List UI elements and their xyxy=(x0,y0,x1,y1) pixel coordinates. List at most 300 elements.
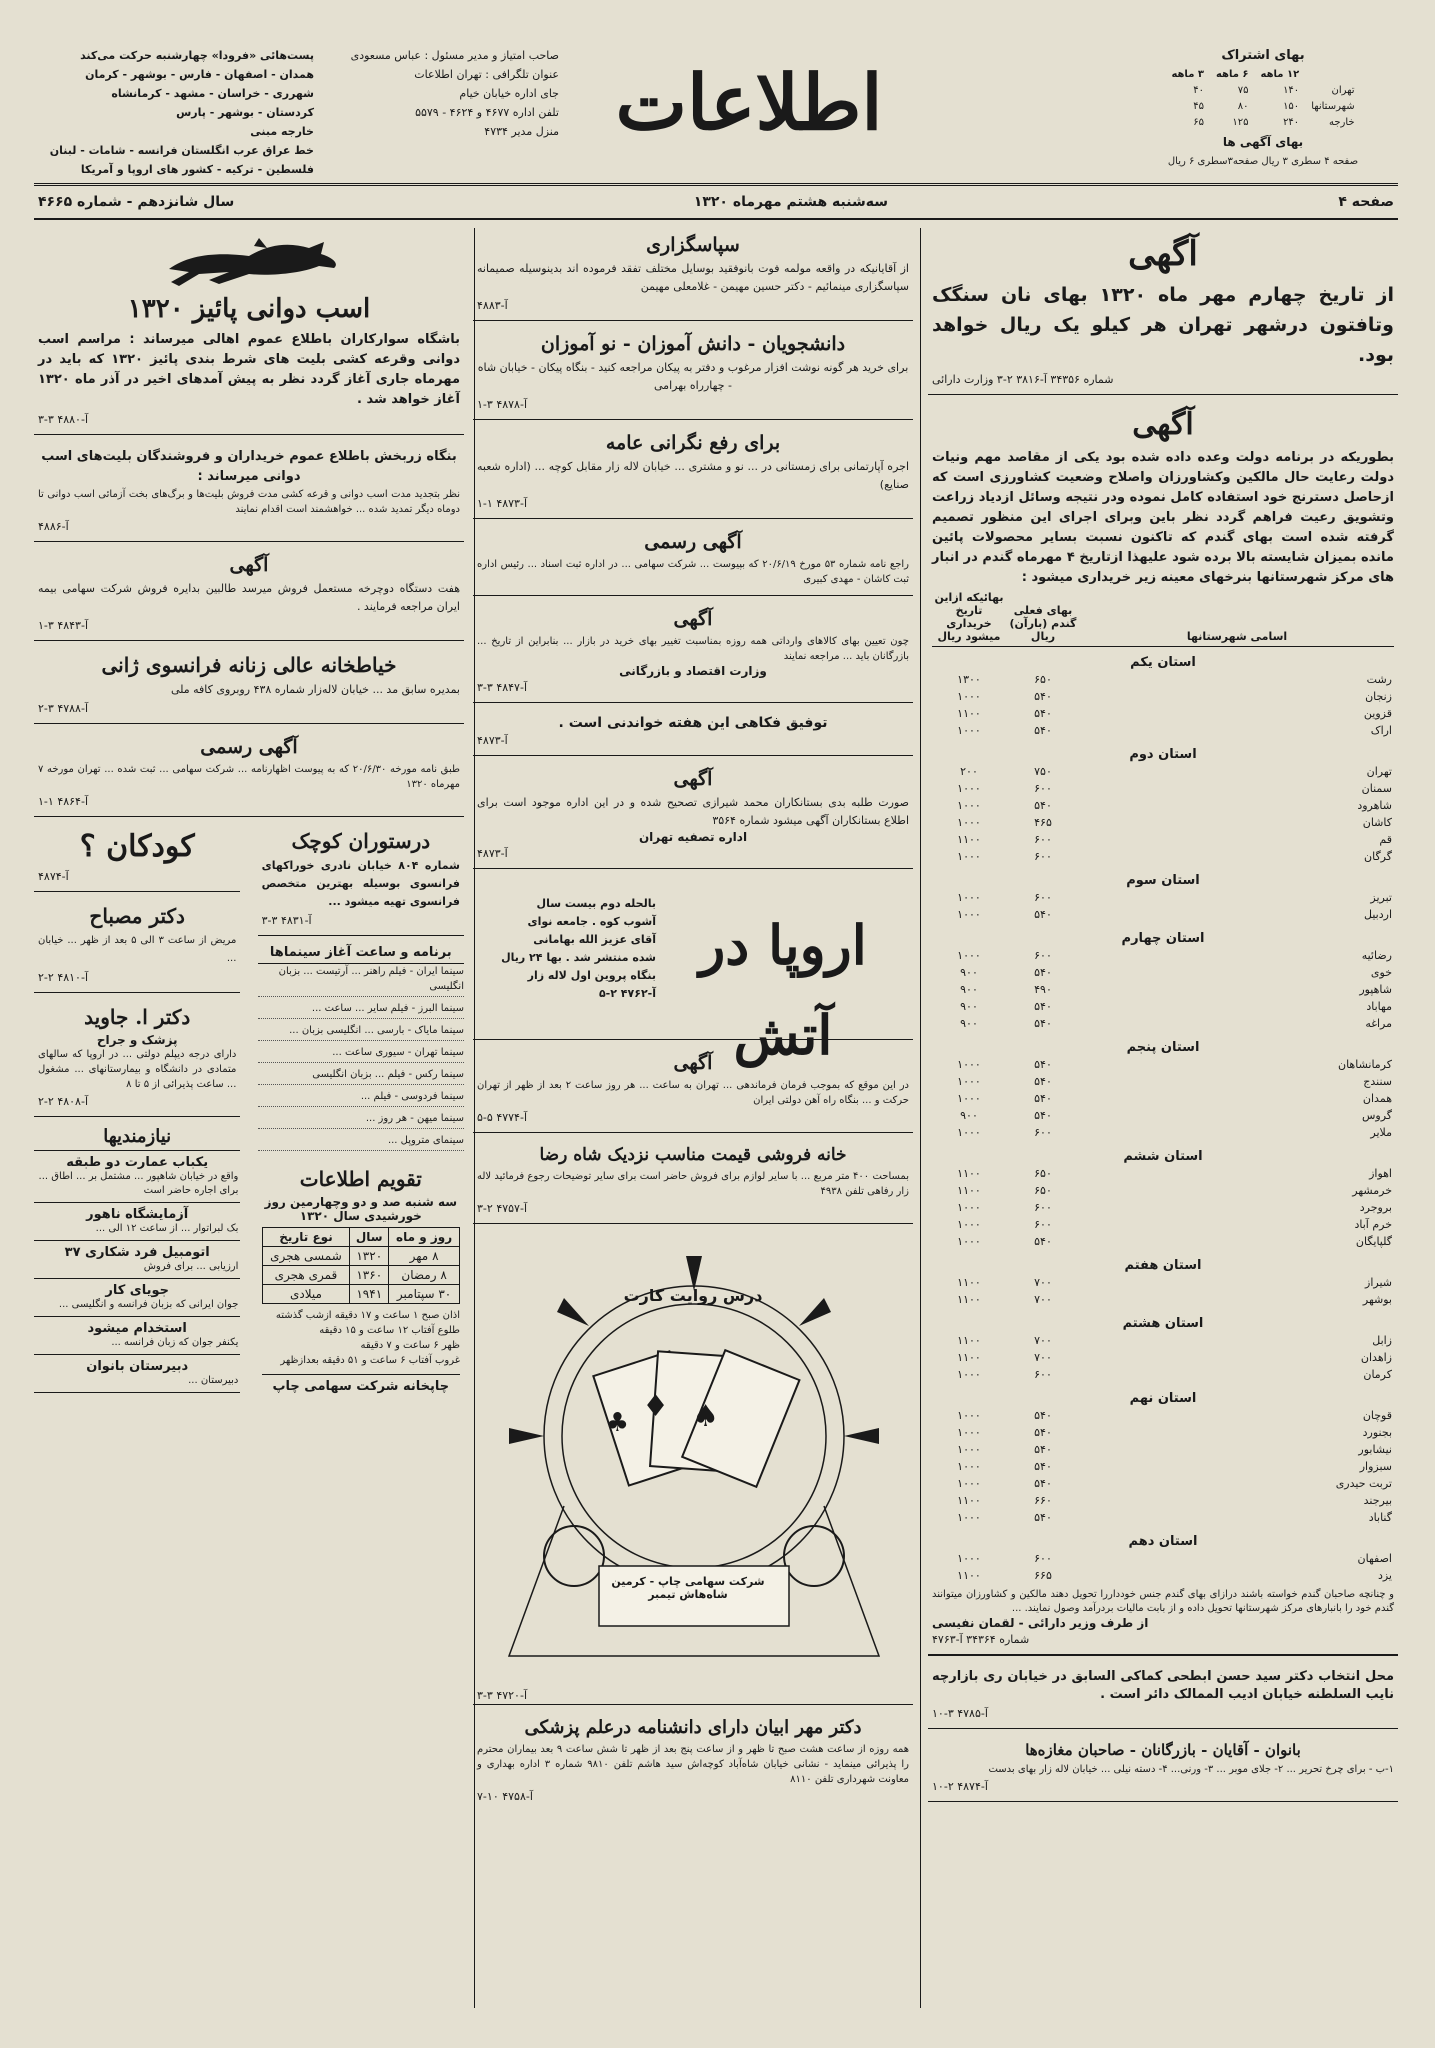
calendar-box xyxy=(258,1161,464,1402)
city-name: رضائیه xyxy=(1361,949,1392,962)
new-price: ۱۱۰۰ xyxy=(957,1569,981,1582)
ads-price-title: بهای آگهی ها xyxy=(1222,135,1304,149)
calendar-time: اذان صبح ۱ ساعت و ۱۷ دقیقه ازشب گذشته xyxy=(275,1310,460,1321)
new-price: ۱۰۰۰ xyxy=(957,816,981,829)
wheat-header: اسامی شهرستانها xyxy=(1080,588,1394,647)
doctor-mesbah-title: دکتر مصباح xyxy=(89,904,185,928)
city-row xyxy=(932,1567,1394,1584)
classified-title: استخدام میشود xyxy=(87,1321,187,1336)
calendar-cell: ۸ رمضان xyxy=(389,1266,460,1285)
current-price: ۵۴۰ xyxy=(1034,1075,1052,1088)
owner-line: صاحب امتیاز و مدیر مسئول : عباس مسعودی xyxy=(350,49,559,62)
book-detail-line: بالحله دوم بیست سال xyxy=(536,897,656,910)
current-price: ۵۴۰ xyxy=(1034,966,1052,979)
current-price: ۷۰۰ xyxy=(1034,1293,1052,1306)
office-body: محل انتخاب دکتر سید حسن ابطحی کماکی السابق در خیابان ری بازارچه نایب السلطنه خیابان ادیب الممالک دائر است . xyxy=(932,1669,1394,1702)
shop-body: ۱-ب - برای چرخ تحریر ... ۲- جلای موبر ... ۳- ورنی... ۴- دسته نیلی ... خیابان لاله زار بهای بدست xyxy=(988,1764,1394,1775)
doctor-javid-ad xyxy=(34,999,240,1117)
new-price: ۱۱۰۰ xyxy=(957,1351,981,1364)
new-price: ۱۰۰۰ xyxy=(957,1218,981,1231)
calendar-row xyxy=(262,1266,459,1285)
subscription-title: بهای اشتراک xyxy=(1221,48,1305,63)
tailor-ref: آ-۴۷۸۸ ۳-۲ xyxy=(38,702,88,715)
city-row xyxy=(932,671,1394,688)
classified-title: دبیرستان بانوان xyxy=(86,1359,189,1374)
current-price: ۵۴۰ xyxy=(1034,1426,1052,1439)
bicycle-title: آگهی xyxy=(229,554,269,576)
notice-title: آگهی xyxy=(1128,234,1198,274)
province-name: استان ششم xyxy=(1123,1149,1203,1164)
classified-item xyxy=(34,1355,240,1393)
city-row xyxy=(932,814,1394,831)
classified-body: بک لبراتوار ... از ساعت ۱۲ الی ... xyxy=(95,1223,239,1234)
classifieds-list xyxy=(34,1151,240,1393)
city-row xyxy=(932,848,1394,865)
subscription-cell: ۷۵ xyxy=(1237,85,1249,96)
notice-ref: شماره ۳۴۳۵۶ آ-۳۸۱۶ ۲-۳ وزارت دارائی xyxy=(932,373,1114,386)
classified-title: اتومبیل فرد شکاری ۳۷ xyxy=(64,1245,210,1260)
new-price: ۱۱۰۰ xyxy=(957,1184,981,1197)
city-row xyxy=(932,1124,1394,1141)
left-subcolumn-right xyxy=(258,823,464,1408)
classified-title: یکباب عمارت دو طبقه xyxy=(66,1155,209,1170)
city-name: گرگان xyxy=(1364,850,1392,863)
wheat-price-notice xyxy=(928,401,1398,1656)
new-price: ۹۰۰ xyxy=(960,1000,978,1013)
calendar-cell: ۳۰ سپتامبر xyxy=(389,1285,460,1304)
new-price: ۹۰۰ xyxy=(960,983,978,996)
subscription-cell: ۱۴۰ xyxy=(1283,85,1300,96)
liquidation-title: آگهی xyxy=(673,768,713,790)
city-name: قوچان xyxy=(1362,1409,1392,1422)
current-price: ۷۰۰ xyxy=(1034,1334,1052,1347)
cinema-item: سینما رکس - فیلم ... بزبان انگلیسی xyxy=(258,1067,464,1085)
doctor-javid-subtitle: پزشک و جراح xyxy=(96,1033,178,1047)
current-price: ۵۴۰ xyxy=(1034,1017,1052,1030)
new-price: ۱۰۰۰ xyxy=(957,1058,981,1071)
province-name: استان پنجم xyxy=(1126,1040,1200,1055)
students-title: دانشجویان - دانش آموزان - نو آموزان xyxy=(540,333,846,355)
current-price: ۶۰۰ xyxy=(1034,782,1052,795)
bicycle-ref: آ-۴۸۴۳ ۳-۱ xyxy=(38,619,88,632)
current-price: ۶۵۰ xyxy=(1034,1167,1052,1180)
classified-body: دبیرستان ... xyxy=(188,1375,239,1386)
notice-body: از تاریخ چهارم مهر ماه ۱۳۲۰ بهای نان سنگک وتافتون درشهر تهران هر کیلو یک ریال خواهد بود. xyxy=(932,284,1394,366)
calendar-row xyxy=(262,1247,459,1266)
book-title: اروپا در آتش xyxy=(699,913,867,1067)
city-row xyxy=(932,1349,1394,1366)
province-row xyxy=(932,865,1394,889)
province-name: استان دوم xyxy=(1129,747,1197,762)
current-price: ۵۴۰ xyxy=(1034,1443,1052,1456)
classified-item xyxy=(34,1279,240,1317)
zarbakhsh-title: بنگاه زربخش باطلاع عموم خریداران و فروشندگان بلیت‌های اسب دوانی میرساند : xyxy=(41,449,457,484)
book-detail-line: بنگاه پروین اول لاله زار xyxy=(527,969,656,982)
city-name: سنندج xyxy=(1363,1075,1392,1088)
doctor-mesbah-body: مریض از ساعت ۳ الی ۵ بعد از ظهر ... خیابان ... xyxy=(38,935,237,964)
owner-info xyxy=(329,46,559,141)
city-name: شیراز xyxy=(1365,1276,1392,1289)
doctor-body: همه روزه از ساعت هشت صبح تا ظهر و از ساعت پنج بعد از ظهر تا شش ساعت ۹ بعد بیماران محترم را پذیرائی مینماید - نشانی خیابان شاه‌آباد کوچه‌اش سید هاشم تلفن ۹۸۱۰ شماره ۳ اداره بهداری و معاونت شهرداری تلفن ۸۱۱۰ xyxy=(477,1744,909,1785)
calendar-cell: ۱۳۲۰ xyxy=(350,1247,389,1266)
book-details xyxy=(481,895,656,1003)
zarbakhsh-ref: آ-۴۸۸۶ xyxy=(38,520,69,533)
city-row xyxy=(932,1216,1394,1233)
city-row xyxy=(932,1424,1394,1441)
classified-item xyxy=(34,1203,240,1241)
classified-item xyxy=(34,1241,240,1279)
restaurant-title: درستوران کوچک xyxy=(291,829,431,853)
zarbakhsh-body: نظر بتجدید مدت اسب دوانی و قرعه کشی مدت فروش بلیت‌ها و برگ‌های بخت آزمائی اسب دوانی تا دوماه دیگر تمدید شده ... خواهشمند است اقدام نمایند xyxy=(38,489,460,515)
calendar-cell: ۸ مهر xyxy=(389,1247,460,1266)
railway-title: آگهی xyxy=(673,1052,713,1074)
tailor-body: بمدیره سابق مد ... خیابان لاله‌زار شماره ۴۳۸ روبروی کافه ملی xyxy=(170,683,460,696)
province-name: استان چهارم xyxy=(1121,931,1205,946)
subscription-cell: شهرستانها xyxy=(1311,101,1355,112)
svg-text:♣: ♣ xyxy=(605,1408,629,1438)
middle-column xyxy=(473,228,913,2008)
doctor-javid-ref: آ-۴۸۰۸ ۲-۲ xyxy=(38,1095,88,1108)
post-schedule xyxy=(34,46,314,179)
official-title: آگهی رسمی xyxy=(200,736,298,758)
city-row xyxy=(932,1274,1394,1291)
new-price: ۱۰۰۰ xyxy=(957,1443,981,1456)
thanks-body: از آقایانیکه در واقعه مولمه فوت بانوفقید بوسایل مختلف تفقد فرموده اند بدینوسیله صمیمانه سپاسگزاری مینمائیم - دکتر حسین مهیمن - غلامعلی مهیمن xyxy=(477,262,909,293)
subscription-cell xyxy=(1305,67,1360,83)
city-name: بروجرد xyxy=(1359,1201,1392,1214)
new-price: ۱۱۰۰ xyxy=(957,1293,981,1306)
city-name: سمنان xyxy=(1361,782,1392,795)
classifieds-title: نیازمندیها xyxy=(34,1123,240,1151)
new-price: ۱۰۰۰ xyxy=(957,1075,981,1088)
post-line: پست‌هائی «فرودا» چهارشنبه حرکت می‌کند xyxy=(80,49,314,62)
city-row xyxy=(932,797,1394,814)
calendar-title: تقویم اطلاعات xyxy=(299,1167,422,1191)
city-row xyxy=(932,1509,1394,1526)
current-price: ۷۵۰ xyxy=(1034,765,1052,778)
public-concern-notice xyxy=(473,426,913,519)
svg-text:♠: ♠ xyxy=(692,1399,719,1434)
current-price: ۵۴۰ xyxy=(1034,1477,1052,1490)
city-row xyxy=(932,831,1394,848)
cinema-item: سینما فردوسی - فیلم ... xyxy=(258,1089,464,1107)
liquidation-notice xyxy=(473,762,913,869)
city-row xyxy=(932,1441,1394,1458)
current-price: ۵۴۰ xyxy=(1034,908,1052,921)
newspaper-logo: اطلاعات xyxy=(615,58,883,147)
house-body: بمساحت ۴۰۰ متر مربع ... با سایر لوازم برای فروش حاضر است برای سایر توضیحات رجوع فرمائید لاله زار رفاهی تلفن ۴۹۳۸ xyxy=(477,1171,909,1197)
new-price: ۱۰۰۰ xyxy=(957,799,981,812)
owner-line: تلفن اداره ۴۶۷۷ و ۴۶۲۴ - ۵۵۷۹ xyxy=(415,106,559,119)
issue-date: سه‌شنبه هشتم مهرماه ۱۳۲۰ xyxy=(693,194,888,210)
province-name: استان هشتم xyxy=(1122,1316,1204,1331)
bread-price-notice xyxy=(928,228,1398,395)
city-name: بجنورد xyxy=(1362,1426,1392,1439)
commerce-title: آگهی xyxy=(673,608,713,630)
fokahi-ad xyxy=(473,709,913,756)
wheat-header: بهای فعلی گندم (بارآن) ریال xyxy=(1006,588,1080,647)
current-price: ۶۰۰ xyxy=(1034,1552,1052,1565)
new-price: ۱۰۰۰ xyxy=(957,1092,981,1105)
calendar-cell: میلادی xyxy=(262,1285,350,1304)
calendar-header: روز و ماه xyxy=(389,1228,460,1247)
classified-body: یکنفر جوان که زبان فرانسه ... xyxy=(111,1337,239,1348)
city-name: شاهپور xyxy=(1359,983,1392,996)
current-price: ۵۴۰ xyxy=(1034,1235,1052,1248)
current-price: ۵۴۰ xyxy=(1034,1000,1052,1013)
subscription-row xyxy=(1165,67,1360,83)
city-name: تهران xyxy=(1366,765,1392,778)
poster-ref: آ-۴۷۲۰ ۳-۳ xyxy=(477,1689,527,1702)
calendar-row xyxy=(262,1285,459,1304)
current-price: ۵۴۰ xyxy=(1034,1460,1052,1473)
office-notice xyxy=(928,1662,1398,1729)
new-price: ۱۰۰۰ xyxy=(957,1552,981,1565)
province-name: استان هفتم xyxy=(1124,1258,1202,1273)
city-row xyxy=(932,763,1394,780)
new-price: ۹۰۰ xyxy=(960,1109,978,1122)
new-price: ۱۰۰۰ xyxy=(957,891,981,904)
poster-label: شرکت سهامی چاپ - کرمین شاه‌هاش تیمبر xyxy=(611,1575,765,1601)
city-row xyxy=(932,998,1394,1015)
city-row xyxy=(932,780,1394,797)
owner-line: عنوان تلگرافی : تهران اطلاعات xyxy=(414,68,559,81)
zarbakhsh-ad xyxy=(34,441,464,542)
city-name: تربت حیدری xyxy=(1335,1477,1392,1490)
official-title: آگهی رسمی xyxy=(644,531,742,553)
city-name: مراغه xyxy=(1365,1017,1392,1030)
city-name: اصفهان xyxy=(1357,1552,1392,1565)
current-price: ۵۴۰ xyxy=(1034,1058,1052,1071)
new-price: ۱۰۰۰ xyxy=(957,1426,981,1439)
commerce-notice xyxy=(473,602,913,703)
kodakan-ref: آ-۴۸۷۴ xyxy=(38,870,69,883)
liquidation-signature: اداره تصفیه تهران xyxy=(638,830,748,844)
calendar-times xyxy=(262,1308,460,1368)
province-row xyxy=(932,647,1394,672)
house-title: خانه فروشی قیمت مناسب نزدیک شاه رضا xyxy=(539,1145,847,1165)
cinema-item: سینما تهران - سیوری ساعت ... xyxy=(258,1045,464,1063)
calendar-cell: شمسی هجری xyxy=(262,1247,350,1266)
post-line: شهرری - خراسان - مشهد - کرمانشاه xyxy=(111,87,314,100)
doctor-mesbah-ref: آ-۴۸۱۰ ۲-۲ xyxy=(38,971,88,984)
ads-price-line: صفحه ۴ سطری ۳ ریال صفحه۳سطری ۶ ریال xyxy=(1167,156,1359,167)
current-price: ۶۰۰ xyxy=(1034,1201,1052,1214)
liquidation-ref: آ-۴۸۷۳ xyxy=(477,847,508,860)
city-name: قم xyxy=(1379,833,1392,846)
post-line: همدان - اصفهان - فارس - بوشهر - کرمان xyxy=(85,68,314,81)
subscription-row xyxy=(1165,83,1360,99)
new-price: ۱۰۰۰ xyxy=(957,1368,981,1381)
masthead xyxy=(34,28,1398,186)
current-price: ۷۰۰ xyxy=(1034,1276,1052,1289)
cinema-item: سینمای متروپل ... xyxy=(258,1133,464,1151)
cinema-item: سینما البرز - فیلم سایر ... ساعت ... xyxy=(258,1001,464,1019)
new-price: ۱۰۰۰ xyxy=(957,690,981,703)
book-detail-line: آقای عزیز الله بهامانی xyxy=(533,933,656,946)
new-price: ۱۰۰۰ xyxy=(957,782,981,795)
subscription-cell: ۱۲ ماهه xyxy=(1260,69,1300,80)
new-price: ۱۰۰۰ xyxy=(957,1409,981,1422)
city-row xyxy=(932,1199,1394,1216)
newspaper-page xyxy=(34,28,1398,2018)
new-price: ۱۰۰۰ xyxy=(957,1460,981,1473)
city-name: اهواز xyxy=(1369,1167,1392,1180)
city-name: رشت xyxy=(1366,673,1392,686)
classified-body: ارزیابی ... برای فروش xyxy=(143,1261,239,1272)
city-row xyxy=(932,947,1394,964)
city-row xyxy=(932,1475,1394,1492)
new-price: ۱۰۰۰ xyxy=(957,1511,981,1524)
wheat-header: بهائیکه ازاین تاریخ خریداری میشود ریال xyxy=(932,588,1006,647)
province-row xyxy=(932,1308,1394,1332)
city-row xyxy=(932,1492,1394,1509)
province-row xyxy=(932,1526,1394,1550)
thanks-notice xyxy=(473,228,913,321)
current-price: ۷۰۰ xyxy=(1034,1351,1052,1364)
city-name: اراک xyxy=(1370,724,1392,737)
province-name: استان سوم xyxy=(1126,873,1200,888)
new-price: ۹۰۰ xyxy=(960,1017,978,1030)
fokahi-text: توفیق فکاهی این هفته خواندنی است . xyxy=(558,715,828,731)
printer-name: چاپخانه شرکت سهامی چاپ xyxy=(262,1374,460,1394)
kodakan-ad xyxy=(34,823,240,892)
playing-cards-icon xyxy=(593,1350,799,1487)
students-ad xyxy=(473,327,913,420)
doctor-javid-title: دکتر ا. جاوید xyxy=(84,1005,191,1029)
province-row xyxy=(932,1032,1394,1056)
current-price: ۵۴۰ xyxy=(1034,724,1052,737)
city-name: ملایر xyxy=(1370,1126,1392,1139)
current-price: ۶۰۰ xyxy=(1034,1368,1052,1381)
current-price: ۵۴۰ xyxy=(1034,707,1052,720)
city-row xyxy=(932,1056,1394,1073)
city-name: زاهدان xyxy=(1360,1351,1392,1364)
notice-title: آگهی xyxy=(1132,407,1194,442)
doctor-mesbah-ad xyxy=(34,898,240,993)
subscription-cell: ۸۰ xyxy=(1237,101,1249,112)
city-row xyxy=(932,1291,1394,1308)
notice-ref: شماره ۳۴۳۶۴ آ-۴۷۶۳ xyxy=(932,1633,1030,1646)
city-name: تبریز xyxy=(1370,891,1392,904)
current-price: ۶۵۰ xyxy=(1034,1184,1052,1197)
new-price: ۱۰۰۰ xyxy=(957,1477,981,1490)
subscription-cell: خارجه xyxy=(1328,117,1355,128)
province-row xyxy=(932,1250,1394,1274)
city-name: زابل xyxy=(1372,1334,1392,1347)
city-name: اردبیل xyxy=(1364,908,1392,921)
city-row xyxy=(932,889,1394,906)
province-name: استان نهم xyxy=(1129,1391,1197,1406)
calendar-cell: ۱۹۴۱ xyxy=(350,1285,389,1304)
post-line: خط عراق عرب انگلستان فرانسه - شامات - لبنان xyxy=(49,144,314,157)
house-ref: آ-۴۷۵۷ ۲-۳ xyxy=(477,1202,527,1215)
new-price: ۱۰۰۰ xyxy=(957,724,981,737)
classified-title: آزمایشگاه ناهور xyxy=(86,1207,189,1222)
doctor-ref: آ-۴۷۵۸ ۱۰-۷ xyxy=(477,1790,533,1803)
racing-horse-icon xyxy=(149,234,349,294)
calendar-header: نوع تاریخ xyxy=(262,1228,350,1247)
new-price: ۲۰۰ xyxy=(960,765,978,778)
new-price: ۱۰۰۰ xyxy=(957,949,981,962)
subscription-row xyxy=(1165,115,1360,131)
bicycle-body: هفت دستگاه دوچرخه مستعمل فروش میرسد طالبین بدایره فروش شرکت سهامی بیمه ایران مراجعه فرمایند . xyxy=(38,582,460,613)
city-row xyxy=(932,688,1394,705)
city-name: کاشان xyxy=(1362,816,1392,829)
city-row xyxy=(932,705,1394,722)
new-price: ۱۰۰۰ xyxy=(957,850,981,863)
subscription-cell: ۴۰ xyxy=(1193,85,1204,96)
restaurant-ad xyxy=(258,823,464,936)
current-price: ۶۰۰ xyxy=(1034,949,1052,962)
subscription-cell: ۱۵۰ xyxy=(1283,101,1300,112)
left-subcolumn-left xyxy=(34,823,240,1393)
city-name: نیشابور xyxy=(1358,1443,1392,1456)
city-row xyxy=(932,1107,1394,1124)
city-name: کرمانشاهان xyxy=(1337,1058,1392,1071)
cinema-title: برنامه و ساعت آغاز سینماها xyxy=(258,942,464,964)
post-line: خارجه مبنی xyxy=(250,125,314,138)
house-sale-ad xyxy=(473,1139,913,1224)
calendar-header: سال xyxy=(350,1228,389,1247)
doctor-javid-body: دارای درجه دیپلم دولتی ... در اروپا که سالهای متمادی در دانشگاه و بیمارستانهای ... مشغول ... ساعت پذیرائی از ۵ تا ۸ xyxy=(38,1049,237,1090)
current-price: ۵۴۰ xyxy=(1034,1092,1052,1105)
calendar-cell: ۱۳۶۰ xyxy=(350,1266,389,1285)
city-name: قزوین xyxy=(1363,707,1392,720)
fokahi-ref: آ-۴۸۷۳ xyxy=(477,734,508,747)
page-number: صفحه ۴ xyxy=(1338,194,1394,210)
owner-line: جای اداره خیابان خیام xyxy=(459,87,559,100)
subscription-cell: تهران xyxy=(1331,85,1355,96)
wheat-price-table xyxy=(932,588,1394,1584)
new-price: ۱۰۰۰ xyxy=(957,1126,981,1139)
issue-number: سال شانزدهم - شماره ۴۶۶۵ xyxy=(38,194,235,210)
calendar-time: طلوع آفتاب ۱۲ ساعت و ۱۵ دقیقه xyxy=(319,1325,460,1336)
calendar-header-row xyxy=(262,1228,459,1247)
owner-line: منزل مدیر ۴۷۳۴ xyxy=(484,125,559,138)
city-row xyxy=(932,1182,1394,1199)
restaurant-ref: آ-۴۸۳۱ ۳-۳ xyxy=(261,914,312,927)
city-name: کرمان xyxy=(1363,1368,1392,1381)
city-row xyxy=(932,1550,1394,1567)
new-price: ۱۱۰۰ xyxy=(957,707,981,720)
cinema-list xyxy=(258,964,464,1151)
current-price: ۶۰۰ xyxy=(1034,850,1052,863)
current-price: ۵۴۰ xyxy=(1034,1511,1052,1524)
current-price: ۵۴۰ xyxy=(1034,1109,1052,1122)
current-price: ۶۰۰ xyxy=(1034,891,1052,904)
city-row xyxy=(932,1407,1394,1424)
thanks-ref: آ-۴۸۸۳ xyxy=(477,299,508,312)
thanks-title: سپاسگزاری xyxy=(646,234,740,256)
province-name: استان یکم xyxy=(1130,655,1196,670)
subscription-table xyxy=(1165,67,1360,131)
notice-body: بطوریکه در برنامه دولت وعده داده شده بود یکی از مقاصد مهم ونیات دولت رعایت حال مالکین وکشاورزان واصلاح وضعیت کشاورزی است که ازحاصل دسترنج خود استفاده کامل نموده ودر نتیجه وسائل ازدیاد زراعت وتشویق رعیت فراهم گردد نظر باین وبرای اجرای این منظور تصمیم گرفته شده است بهای گندم که تاکنون نسبت بسایر محصولات پائین مانده بمیزان شایسته بالا برده شود علیهذا ازتاریخ ۴ مهرماه گندم در انبار های مرکز شهرستانها بنرخهای معینه زیر خریداری میشود : xyxy=(932,450,1394,585)
classified-body: واقع در خیابان شاهپور ... مشتمل بر ... اطاق ... برای اجاره حاضر است xyxy=(38,1171,239,1196)
city-name: مهاباد xyxy=(1366,1000,1392,1013)
current-price: ۶۶۰ xyxy=(1034,1494,1052,1507)
city-name: همدان xyxy=(1362,1092,1392,1105)
calendar-time: ظهر ۶ ساعت و ۷ دقیقه xyxy=(360,1340,460,1351)
city-row xyxy=(932,964,1394,981)
book-detail-line: آشوب کوه . جامعه نوای xyxy=(527,915,656,928)
subscription-cell: ۶ ماهه xyxy=(1215,69,1249,80)
new-price: ۱۰۰۰ xyxy=(957,908,981,921)
horse-title: اسب دوانی پائیز ۱۳۲۰ xyxy=(127,294,371,324)
subscription-cell: ۴۵ xyxy=(1193,101,1204,112)
province-name: استان دهم xyxy=(1128,1534,1198,1549)
current-price: ۶۰۰ xyxy=(1034,1218,1052,1231)
